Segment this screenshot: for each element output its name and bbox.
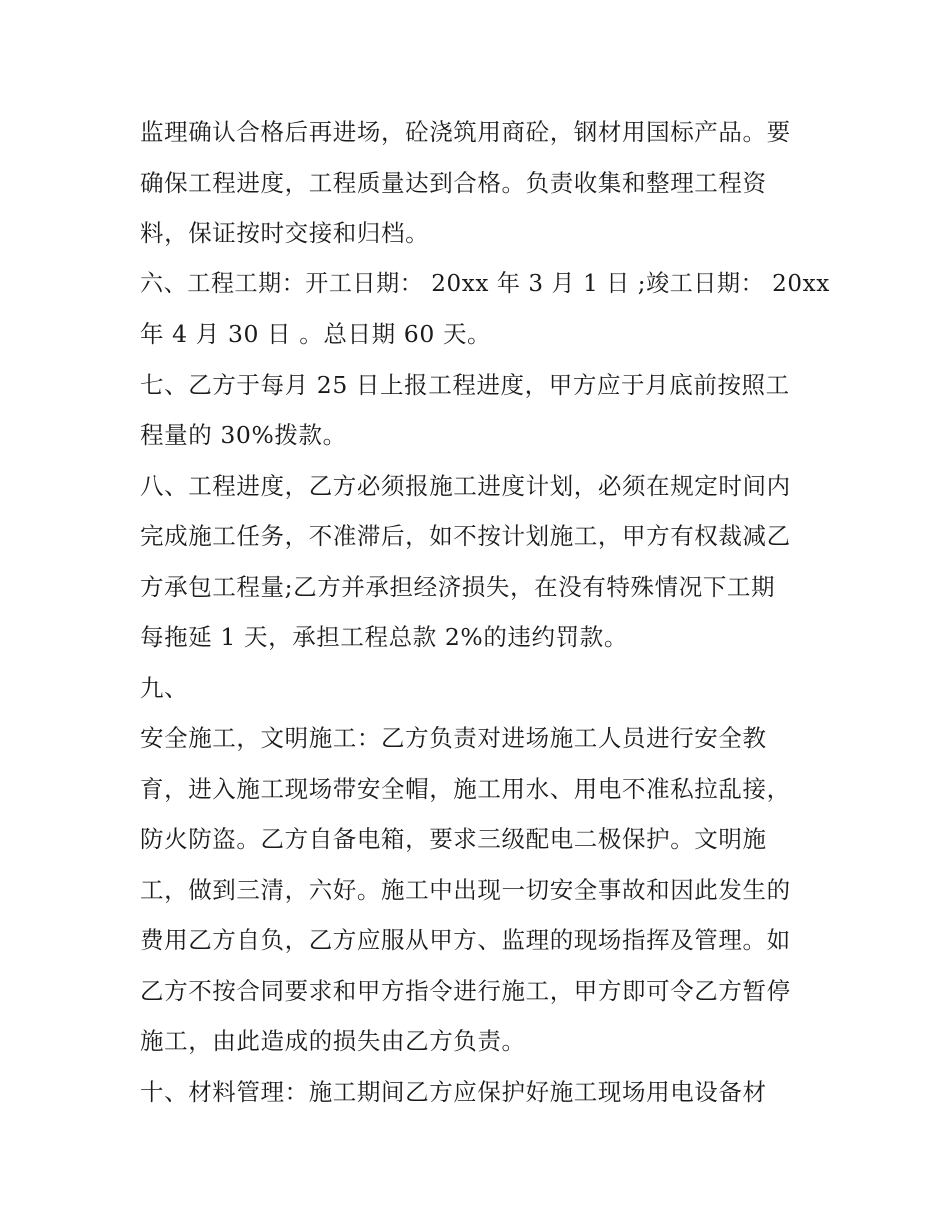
text-line: 方承包工程量;乙方并承担经济损失，在没有特殊情况下工期 [140, 572, 776, 601]
text-line: 工，做到三清，六好。施工中出现一切安全事故和因此发生的 [140, 875, 791, 904]
text-line: 育，进入施工现场带安全帽，施工用水、用电不准私拉乱接， [140, 774, 791, 803]
clause-eight-line: 八、工程进度，乙方必须报施工进度计划，必须在规定时间内 [140, 471, 791, 500]
text-line: 防火防盗。乙方自备电箱，要求三级配电二极保护。文明施 [140, 825, 767, 853]
text-line: 料，保证按时交接和归档。 [140, 219, 430, 247]
text-line: 安全施工，文明施工：乙方负责对进场施工人员进行安全教 [140, 724, 767, 752]
text-line: 费用乙方自负，乙方应服从甲方、监理的现场指挥及管理。如 [140, 926, 791, 954]
text-line: 乙方不按合同要求和甲方指令进行施工，甲方即可令乙方暂停 [140, 976, 791, 1005]
text-line: 施工，由此造成的损失由乙方负责。 [140, 1027, 526, 1055]
clause-ten-line: 十、材料管理：施工期间乙方应保护好施工现场用电设备材 [140, 1077, 767, 1106]
clause-six-line: 六、工程工期：开工日期： 20xx 年 3 月 1 日 ;竣工日期： 20xx [140, 270, 830, 297]
clause-nine-heading: 九、 [140, 673, 189, 702]
text-line: 监理确认合格后再进场，砼浇筑用商砼，钢材用国标产品。要 [140, 118, 791, 146]
text-line: 程量的 30%拨款。 [140, 421, 347, 449]
clause-seven-line: 七、乙方于每月 25 日上报工程进度，甲方应于月底前按照工 [140, 370, 790, 399]
text-line: 年 4 月 30 日 。总日期 60 天。 [140, 320, 492, 348]
text-line: 完成施工任务，不准滞后，如不按计划施工，甲方有权裁减乙 [140, 522, 791, 550]
contract-body-text [140, 107, 830, 1117]
text-line: 确保工程进度，工程质量达到合格。负责收集和整理工程资 [140, 168, 767, 197]
text-line: 每拖延 1 天，承担工程总款 2%的违约罚款。 [140, 623, 628, 651]
